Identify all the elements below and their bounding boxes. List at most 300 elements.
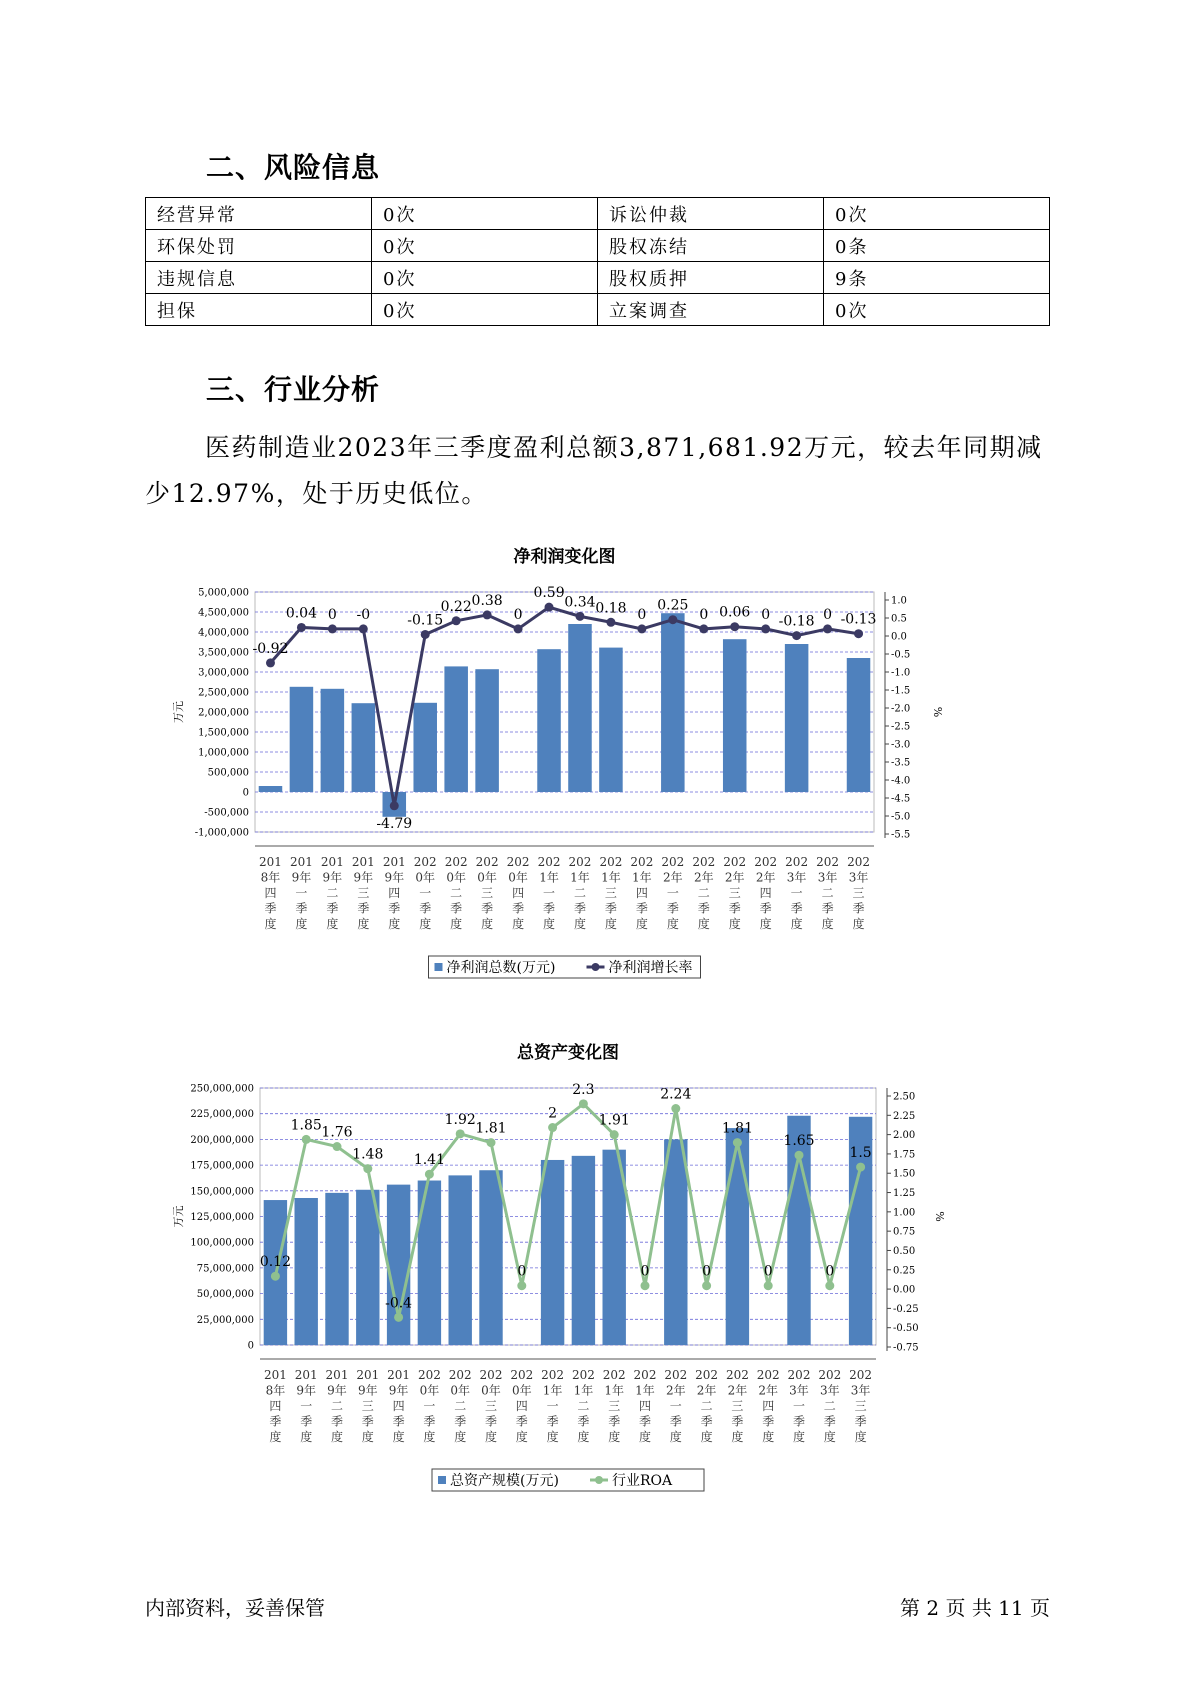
x-tick-label: 度 xyxy=(357,917,370,931)
x-tick-label: 3年 xyxy=(786,870,807,885)
y-tick-label: 3,000,000 xyxy=(198,667,249,679)
bar xyxy=(475,669,499,792)
x-tick-label: 202 xyxy=(633,1368,657,1382)
risk-label-cell: 股权质押 xyxy=(598,262,824,294)
x-tick-label: 1年 xyxy=(573,1383,594,1398)
y-tick-label: 200,000,000 xyxy=(190,1134,254,1146)
x-tick-label: 季 xyxy=(759,901,772,916)
y2-tick-label: 0.75 xyxy=(893,1226,916,1238)
legend-swatch-point xyxy=(595,1476,603,1484)
risk-value-cell: 0次 xyxy=(372,262,598,294)
x-tick-label: 1年 xyxy=(570,870,590,885)
legend-label-line: 净利润增长率 xyxy=(608,960,693,976)
risk-label-cell: 环保处罚 xyxy=(146,230,372,262)
y2-axis-label: % xyxy=(931,706,944,718)
footer-confidential: 内部资料，妥善保管 xyxy=(145,1596,325,1620)
x-tick-label: 季 xyxy=(852,901,865,916)
series-point xyxy=(394,1313,403,1322)
x-tick-label: 三 xyxy=(852,886,865,900)
x-tick-label: 度 xyxy=(790,917,803,931)
y-tick-label: 4,500,000 xyxy=(198,607,249,619)
x-tick-label: 季 xyxy=(792,1414,806,1429)
x-tick-label: 季 xyxy=(762,1414,775,1429)
point-data-label: 1.81 xyxy=(721,1120,753,1137)
x-tick-label: 1年 xyxy=(542,1383,563,1398)
x-tick-label: 3年 xyxy=(819,1383,840,1398)
x-tick-label: 一 xyxy=(423,1399,436,1413)
x-tick-label: 202 xyxy=(847,855,870,869)
x-tick-label: 202 xyxy=(444,855,468,869)
x-tick-label: 度 xyxy=(821,917,834,931)
x-tick-label: 202 xyxy=(602,1368,626,1382)
x-tick-label: 201 xyxy=(259,855,282,869)
x-tick-label: 一 xyxy=(300,1399,313,1413)
x-tick-label: 季 xyxy=(821,901,834,916)
bar xyxy=(785,644,809,792)
x-tick-label: 四 xyxy=(512,886,525,900)
series-point xyxy=(733,1138,742,1147)
point-data-label: 1.5 xyxy=(849,1145,872,1162)
x-tick-label: 季 xyxy=(388,901,401,916)
x-tick-label: 2年 xyxy=(755,870,776,885)
x-tick-label: 度 xyxy=(361,1430,374,1444)
x-tick-label: 一 xyxy=(543,886,556,900)
x-tick-label: 9年 xyxy=(327,1383,347,1398)
bar xyxy=(664,1139,687,1345)
legend-swatch-point xyxy=(592,963,600,971)
x-tick-label: 季 xyxy=(577,1414,590,1429)
x-tick-label: 1年 xyxy=(539,870,559,885)
x-tick-label: 度 xyxy=(512,917,525,931)
x-tick-label: 季 xyxy=(300,1414,313,1429)
point-data-label: 1.76 xyxy=(321,1124,353,1141)
y-tick-label: 2,500,000 xyxy=(198,687,249,699)
point-data-label: 2 xyxy=(548,1105,558,1122)
series-point xyxy=(825,1281,834,1290)
point-data-label: 1.92 xyxy=(444,1111,476,1128)
x-tick-label: 度 xyxy=(573,917,586,931)
risk-label-cell: 股权冻结 xyxy=(598,230,824,262)
series-point xyxy=(421,630,430,639)
table-row xyxy=(146,294,1050,326)
point-data-label: 0.04 xyxy=(285,605,318,622)
x-tick-label: 季 xyxy=(638,1414,652,1429)
series-point xyxy=(483,610,492,619)
x-tick-label: 四 xyxy=(759,886,772,900)
series-point xyxy=(730,622,739,631)
x-tick-label: 9年 xyxy=(388,1383,409,1398)
point-data-label: 0 xyxy=(637,606,647,623)
risk-value-cell: 0次 xyxy=(372,294,598,326)
series-point xyxy=(671,1104,680,1113)
series-point xyxy=(297,623,306,632)
legend-label-bars: 总资产规模(万元) xyxy=(450,1473,559,1489)
point-data-label: 0 xyxy=(640,1263,650,1280)
industry-analysis-paragraph xyxy=(145,425,1050,517)
series-point xyxy=(548,1123,557,1132)
y2-tick-label: -1.0 xyxy=(891,667,911,679)
x-tick-label: 四 xyxy=(388,886,401,900)
x-tick-label: 度 xyxy=(635,917,648,931)
series-point xyxy=(545,603,554,612)
x-tick-label: 度 xyxy=(666,917,679,931)
bar xyxy=(294,1198,317,1345)
x-tick-label: 度 xyxy=(515,1430,528,1444)
x-tick-label: 201 xyxy=(382,855,406,869)
x-tick-label: 202 xyxy=(818,1368,842,1382)
y2-tick-label: 0.5 xyxy=(891,613,907,625)
bar xyxy=(787,1116,810,1345)
x-tick-label: 季 xyxy=(484,1414,498,1429)
x-tick-label: 一 xyxy=(546,1399,559,1413)
table-row xyxy=(146,198,1050,230)
x-tick-label: 0年 xyxy=(415,870,436,885)
series-point xyxy=(456,1129,465,1138)
x-tick-label: 四 xyxy=(515,1399,528,1413)
x-tick-label: 季 xyxy=(450,901,463,916)
series-point xyxy=(606,618,615,627)
series-point xyxy=(792,631,801,640)
y-tick-label: -500,000 xyxy=(204,807,249,819)
series-point xyxy=(328,624,337,633)
point-data-label: 0 xyxy=(763,1263,773,1280)
bar xyxy=(723,639,747,792)
point-data-label: 0 xyxy=(327,606,337,623)
x-tick-label: 9年 xyxy=(353,870,374,885)
y2-tick-label: -1.5 xyxy=(891,685,911,697)
y2-axis-label: % xyxy=(933,1211,946,1222)
x-tick-label: 三 xyxy=(854,1399,867,1413)
series-point xyxy=(795,1151,804,1160)
series-point xyxy=(856,1163,865,1172)
bar xyxy=(847,658,871,792)
x-tick-label: 三 xyxy=(481,886,494,900)
x-tick-label: 季 xyxy=(512,901,525,916)
x-tick-label: 0年 xyxy=(511,1383,532,1398)
x-tick-label: 2年 xyxy=(696,1383,717,1398)
risk-label-cell: 违规信息 xyxy=(146,262,372,294)
x-tick-label: 一 xyxy=(669,1399,682,1413)
y2-tick-label: -2.0 xyxy=(891,703,911,715)
y2-tick-label: -4.0 xyxy=(891,775,911,787)
series-point xyxy=(575,612,584,621)
x-tick-label: 201 xyxy=(351,855,375,869)
risk-label-cell: 经营异常 xyxy=(146,198,372,230)
series-point xyxy=(363,1164,372,1173)
x-tick-label: 0年 xyxy=(450,1383,471,1398)
series-point xyxy=(641,1281,650,1290)
x-tick-label: 度 xyxy=(669,1430,682,1444)
x-tick-label: 度 xyxy=(454,1430,467,1444)
y-tick-label: 225,000,000 xyxy=(190,1109,254,1121)
series-point xyxy=(668,615,677,624)
x-tick-label: 季 xyxy=(546,1414,559,1429)
point-data-label: -0.15 xyxy=(407,612,444,629)
y2-tick-label: -3.0 xyxy=(891,739,911,751)
point-data-label: 0 xyxy=(825,1263,835,1280)
x-tick-label: 202 xyxy=(754,855,778,869)
y2-tick-label: 0.50 xyxy=(893,1245,916,1257)
x-tick-label: 四 xyxy=(638,1399,652,1413)
point-data-label: -0.18 xyxy=(778,613,815,630)
y-tick-label: 250,000,000 xyxy=(190,1083,254,1095)
x-tick-label: 季 xyxy=(700,1414,713,1429)
point-data-label: 1.81 xyxy=(475,1120,507,1137)
x-tick-label: 度 xyxy=(264,917,277,931)
x-tick-label: 度 xyxy=(852,917,865,931)
x-tick-label: 季 xyxy=(697,901,710,916)
point-data-label: -0 xyxy=(356,606,371,623)
y2-tick-label: -3.5 xyxy=(891,757,911,769)
bar xyxy=(448,1175,471,1345)
x-tick-label: 季 xyxy=(573,901,586,916)
table-row xyxy=(146,230,1050,262)
x-tick-label: 1年 xyxy=(635,1383,655,1398)
x-tick-label: 8年 xyxy=(260,870,281,885)
x-tick-label: 季 xyxy=(854,1414,867,1429)
x-tick-label: 度 xyxy=(697,917,710,931)
x-tick-label: 2年 xyxy=(663,870,683,885)
series-point xyxy=(854,629,863,638)
risk-value-cell: 0条 xyxy=(824,230,1050,262)
point-data-label: 1.65 xyxy=(783,1133,815,1150)
series-point xyxy=(517,1281,526,1290)
point-data-label: -0.4 xyxy=(385,1295,413,1312)
x-tick-label: 度 xyxy=(638,1430,652,1444)
x-tick-label: 季 xyxy=(454,1414,467,1429)
x-tick-label: 1年 xyxy=(601,870,621,885)
x-tick-label: 202 xyxy=(756,1368,780,1382)
x-tick-label: 季 xyxy=(823,1414,836,1429)
x-tick-label: 二 xyxy=(573,886,586,900)
x-tick-label: 202 xyxy=(695,1368,719,1382)
x-tick-label: 0年 xyxy=(446,870,466,885)
y2-tick-label: -0.25 xyxy=(893,1303,919,1315)
x-tick-label: 三 xyxy=(608,1399,621,1413)
point-data-label: 0.25 xyxy=(657,597,689,614)
x-tick-label: 202 xyxy=(849,1368,873,1382)
y2-tick-label: -0.75 xyxy=(893,1342,919,1354)
x-tick-label: 度 xyxy=(450,917,463,931)
x-tick-label: 9年 xyxy=(291,870,312,885)
y-tick-label: 1,000,000 xyxy=(198,747,249,759)
risk-label-cell: 诉讼仲裁 xyxy=(598,198,824,230)
y-tick-label: 5,000,000 xyxy=(198,587,249,599)
x-tick-label: 202 xyxy=(816,855,840,869)
x-tick-label: 3年 xyxy=(848,870,869,885)
bar xyxy=(259,786,283,792)
series-point xyxy=(764,1281,773,1290)
x-tick-label: 三 xyxy=(361,1399,374,1413)
x-tick-label: 2年 xyxy=(758,1383,779,1398)
x-tick-label: 1年 xyxy=(632,870,652,885)
bar xyxy=(572,1156,595,1345)
x-tick-label: 度 xyxy=(731,1430,744,1444)
bar xyxy=(726,1128,749,1345)
x-tick-label: 季 xyxy=(392,1414,405,1429)
x-tick-label: 季 xyxy=(264,901,277,916)
point-data-label: -0.92 xyxy=(252,640,289,657)
y-tick-label: 500,000 xyxy=(207,767,249,779)
risk-value-cell: 0次 xyxy=(372,198,598,230)
x-tick-label: 0年 xyxy=(481,1383,501,1398)
x-tick-label: 季 xyxy=(728,901,741,916)
bar xyxy=(325,1193,348,1345)
x-tick-label: 季 xyxy=(543,901,556,916)
x-tick-label: 度 xyxy=(604,917,617,931)
x-tick-label: 2年 xyxy=(693,870,714,885)
series-point xyxy=(452,616,461,625)
point-data-label: -4.79 xyxy=(376,815,413,832)
x-tick-label: 四 xyxy=(269,1399,282,1413)
x-tick-label: 202 xyxy=(506,855,530,869)
x-tick-label: 9年 xyxy=(322,870,343,885)
x-tick-label: 202 xyxy=(723,855,747,869)
x-tick-label: 0年 xyxy=(419,1383,440,1398)
paragraph-text: 医药制造业2023年三季度盈利总额3,871,681.92万元，较去年同期减少12.97%，处于历史低位。 xyxy=(145,433,1043,508)
point-data-label: 0.22 xyxy=(440,598,472,615)
point-data-label: 2.24 xyxy=(660,1086,692,1103)
x-tick-label: 度 xyxy=(608,1430,621,1444)
bar xyxy=(479,1170,502,1345)
point-data-label: 0.38 xyxy=(471,592,503,609)
legend-swatch-bar xyxy=(435,963,443,971)
x-tick-label: 度 xyxy=(823,1430,836,1444)
series-point xyxy=(823,624,832,633)
series-point xyxy=(359,624,368,633)
x-tick-label: 季 xyxy=(635,901,648,916)
x-tick-label: 2年 xyxy=(665,1383,686,1398)
bar xyxy=(352,703,376,792)
point-data-label: 0 xyxy=(823,606,833,623)
series-point xyxy=(271,1272,280,1281)
y-tick-label: 100,000,000 xyxy=(190,1237,254,1249)
series-point xyxy=(302,1135,311,1144)
series-point xyxy=(266,658,275,667)
x-tick-label: 二 xyxy=(697,886,710,900)
series-point xyxy=(514,624,523,633)
y-tick-label: 1,500,000 xyxy=(198,727,249,739)
x-tick-label: 季 xyxy=(357,901,370,916)
table-row xyxy=(146,262,1050,294)
series-point xyxy=(390,801,399,810)
y-axis-label: 万元 xyxy=(172,701,185,723)
x-tick-label: 三 xyxy=(357,886,370,900)
series-point xyxy=(487,1138,496,1147)
x-tick-label: 度 xyxy=(728,917,741,931)
y2-tick-label: -5.5 xyxy=(891,829,911,841)
x-tick-label: 度 xyxy=(546,1430,559,1444)
y-tick-label: 150,000,000 xyxy=(190,1186,254,1198)
x-tick-label: 二 xyxy=(821,886,834,900)
point-data-label: 1.41 xyxy=(413,1152,445,1169)
x-tick-label: 0年 xyxy=(477,870,497,885)
y-tick-label: -1,000,000 xyxy=(194,827,249,839)
series-point xyxy=(761,624,770,633)
legend-label-bars: 净利润总数(万元) xyxy=(446,960,556,976)
x-tick-label: 四 xyxy=(762,1399,775,1413)
x-tick-label: 三 xyxy=(728,886,741,900)
x-tick-label: 四 xyxy=(635,886,648,900)
point-data-label: 0 xyxy=(699,606,709,623)
x-tick-label: 201 xyxy=(294,1368,318,1382)
y-tick-label: 0 xyxy=(242,787,249,799)
point-data-label: 0.18 xyxy=(595,600,627,617)
x-tick-label: 三 xyxy=(484,1399,498,1413)
x-tick-label: 202 xyxy=(413,855,437,869)
x-tick-label: 202 xyxy=(787,1368,811,1382)
y2-tick-label: 1.50 xyxy=(893,1168,916,1180)
series-point xyxy=(425,1170,434,1179)
bar xyxy=(537,649,561,792)
point-data-label: 0.59 xyxy=(533,585,565,602)
point-data-label: 0 xyxy=(513,606,523,623)
series-point xyxy=(333,1142,342,1151)
x-tick-label: 2年 xyxy=(727,1383,748,1398)
x-tick-label: 季 xyxy=(295,901,308,916)
x-tick-label: 202 xyxy=(725,1368,749,1382)
x-tick-label: 202 xyxy=(692,855,716,869)
chart-legend xyxy=(429,956,701,978)
y-tick-label: 50,000,000 xyxy=(196,1289,254,1301)
x-tick-label: 一 xyxy=(666,886,679,900)
series-point xyxy=(699,624,708,633)
section-title-risk: 二、风险信息 xyxy=(206,151,381,184)
point-data-label: -0.13 xyxy=(840,611,877,628)
x-tick-label: 季 xyxy=(326,901,339,916)
x-tick-label: 202 xyxy=(448,1368,472,1382)
legend-swatch-bar xyxy=(438,1476,446,1484)
point-data-label: 1.91 xyxy=(598,1112,630,1129)
risk-label-cell: 立案调查 xyxy=(598,294,824,326)
x-tick-label: 201 xyxy=(289,855,313,869)
y2-tick-label: -0.5 xyxy=(891,649,911,661)
x-tick-label: 度 xyxy=(700,1430,713,1444)
x-tick-label: 201 xyxy=(356,1368,380,1382)
x-tick-label: 9年 xyxy=(357,1383,378,1398)
x-tick-label: 201 xyxy=(320,855,344,869)
x-tick-label: 季 xyxy=(515,1414,528,1429)
x-tick-label: 二 xyxy=(577,1399,590,1413)
x-tick-label: 度 xyxy=(792,1430,806,1444)
section-title-industry: 三、行业分析 xyxy=(206,373,381,406)
y2-tick-label: 0.0 xyxy=(891,631,907,643)
y-tick-label: 4,000,000 xyxy=(198,627,249,639)
footer-page-number: 第 2 页 共 11 页 xyxy=(900,1596,1050,1620)
x-tick-label: 度 xyxy=(484,1430,498,1444)
total-assets-chart xyxy=(170,1036,1050,1496)
risk-value-cell: 0次 xyxy=(824,198,1050,230)
x-tick-label: 3年 xyxy=(850,1383,871,1398)
x-tick-label: 度 xyxy=(423,1430,436,1444)
x-tick-label: 度 xyxy=(326,917,339,931)
x-tick-label: 三 xyxy=(731,1399,744,1413)
chart-title: 净利润变化图 xyxy=(513,547,616,567)
y2-tick-label: -4.5 xyxy=(891,793,911,805)
x-tick-label: 季 xyxy=(731,1414,744,1429)
bar xyxy=(599,648,623,792)
x-tick-label: 202 xyxy=(537,855,561,869)
x-tick-label: 一 xyxy=(792,1399,806,1413)
x-tick-label: 度 xyxy=(762,1430,775,1444)
x-tick-label: 202 xyxy=(475,855,499,869)
risk-info-table xyxy=(145,197,1050,326)
y2-tick-label: -2.5 xyxy=(891,721,911,733)
x-tick-label: 二 xyxy=(454,1399,467,1413)
y2-tick-label: 1.0 xyxy=(891,595,907,607)
bar xyxy=(444,666,468,792)
x-tick-label: 季 xyxy=(608,1414,621,1429)
